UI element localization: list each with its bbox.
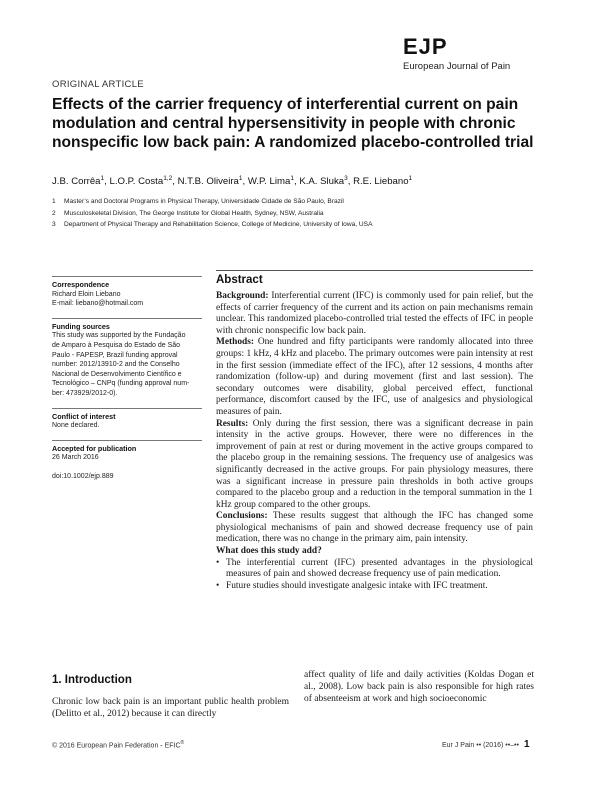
funding-block: Funding sources This study was supported by the Fundação de Amparo à Pesquisa do Estado de São Paulo - FAPESP, Brazil funding approval number: 2012/13910-2 and the Conselho Nacional de Desenvolvimento Científico e Tecnológico – CNPq (funding approval num- ber: 473929/2012-0). xyxy=(52,318,202,399)
journal-logo xyxy=(403,36,593,72)
abstract-conclusions: Conclusions: These results suggest that although the IFC has changed some physiological mechanisms of pain and showed decrease frequency use of pain medication, there was no change in the primary aim, pain intensity. xyxy=(216,511,533,545)
author[interactable]: L.O.P. Costa$^{1,2}$ xyxy=(109,175,173,187)
journal-logo-mark: EJP xyxy=(403,34,448,59)
author[interactable]: R.E. Liebano$^1$ xyxy=(353,175,413,187)
introduction-column-2: affect quality of life and daily activities (Koldas Dogan et al., 2008). Low back pain is also responsible for high rates of absenteeism at work and high socioeconomic xyxy=(304,670,534,704)
author[interactable]: J.B. Corrêa$^1$ xyxy=(52,175,105,187)
author[interactable]: W.P. Lima$^1$ xyxy=(247,175,294,187)
conflict-heading: Conflict of interest xyxy=(52,411,116,421)
abstract-background: Background: Interferential current (IFC) is commonly used for pain relief, but the effects of carrier frequency of the current and its action on pain mechanisms remain unclear. This randomized placebo-controlled trial tested the effects of IFC in people with chronic nonspecific low back pain. xyxy=(216,291,534,336)
affiliation-item: 1 Master’s and Doctoral Programs in Physical Therapy, Universidade Cidade de São Paulo, Brazil xyxy=(52,198,344,205)
study-add-heading: What does this study add? xyxy=(216,546,322,557)
conflict-block: Conflict of interest None declared. xyxy=(52,408,202,431)
footer-copyright: © 2016 European Pain Federation - EFIC® xyxy=(52,740,185,750)
abstract-methods: Methods: One hundred and fifty participants were randomly allocated into three groups: 1 kHz, 4 kHz and placebo. The primary outcomes were pain intensity at rest in the first session (immediate effect of the IFC), after 12 sessions, 4 months after randomization (follow-up) and during movement (first and last session). The secondary outcomes were disability, global perceived effect, functional performance, discomfort caused by the IFC, use of analgesics and physiological measures of pain. xyxy=(216,337,533,417)
page-number: 1 xyxy=(523,739,530,750)
article-title: Effects of the carrier frequency of interferential current on pain modulation and central hypersensitivity in people with chronic nonspecific low back pain: A randomized placebo-controlled trial xyxy=(52,96,534,151)
affiliations xyxy=(52,196,572,231)
accepted-block: Accepted for publication 26 March 2016 xyxy=(52,440,202,463)
correspondence-block xyxy=(52,276,202,309)
correspondence-heading: Correspondence xyxy=(52,280,110,289)
abstract-heading: Abstract xyxy=(216,274,263,286)
author-list: J.B. Corrêa$^1$, L.O.P. Costa$^{1,2}$, N.T.B. Oliveira$^1$, W.P. Lima$^1$, K.A. Sluka$^3$, R.E. Liebano$^1$ xyxy=(52,175,413,187)
study-add-list xyxy=(216,558,533,593)
journal-name: European Journal of Pain xyxy=(403,61,511,72)
list-item: • The interferential current (IFC) presented advantages in the physiological measures of pain and showed decrease frequency use of pain medication. xyxy=(216,558,533,581)
introduction-heading: 1. Introduction xyxy=(52,674,132,686)
abstract-section xyxy=(216,270,533,592)
abstract-body xyxy=(216,291,533,592)
author[interactable]: K.A. Sluka$^3$ xyxy=(299,175,348,187)
funding-heading: Funding sources xyxy=(52,321,110,331)
article-type: ORIGINAL ARTICLE xyxy=(52,79,144,90)
introduction-column-1: Chronic low back pain is an important public health problem (Delitto et al., 2012) because it can directly xyxy=(52,697,289,719)
list-item: • Future studies should investigate analgesic intake with IFC treatment. xyxy=(216,581,533,593)
footer-citation: Eur J Pain •• (2016) ••–•• 1 xyxy=(442,739,530,750)
article-sidebar xyxy=(52,276,202,491)
accepted-heading: Accepted for publication xyxy=(52,443,137,453)
doi-link[interactable]: doi:10.1002/ejp.889 xyxy=(52,472,114,480)
affiliation-item: 2 Musculoskeletal Division, The George Institute for Global Health, Sydney, NSW, Australia xyxy=(52,209,324,217)
author[interactable]: N.T.B. Oliveira$^1$ xyxy=(177,175,243,187)
abstract-results: Results: Only during the first session, there was a significant decrease in pain intensity in the active groups. However, there were no differences in the improvement of pain at rest or during movement in the active groups compared to the placebo group in the remaining sessions. The frequency use of analgesics was significantly decreased in the active groups. For pain physiology measures, there was a significant increase in pressure pain thresholds in both active groups compared to the placebo group and a reduction in the temporal summation in the 1 kHz group compared to the other groups. xyxy=(216,418,534,510)
affiliation-item: 3 Department of Physical Therapy and Rehabilitation Science, College of Medicine, University of Iowa, USA xyxy=(52,221,373,228)
correspondence-name: Richard Eloin Liebano xyxy=(52,290,121,298)
doi-block xyxy=(52,472,202,482)
correspondence-email[interactable]: E-mail: liebano@hotmail.com xyxy=(52,300,144,308)
